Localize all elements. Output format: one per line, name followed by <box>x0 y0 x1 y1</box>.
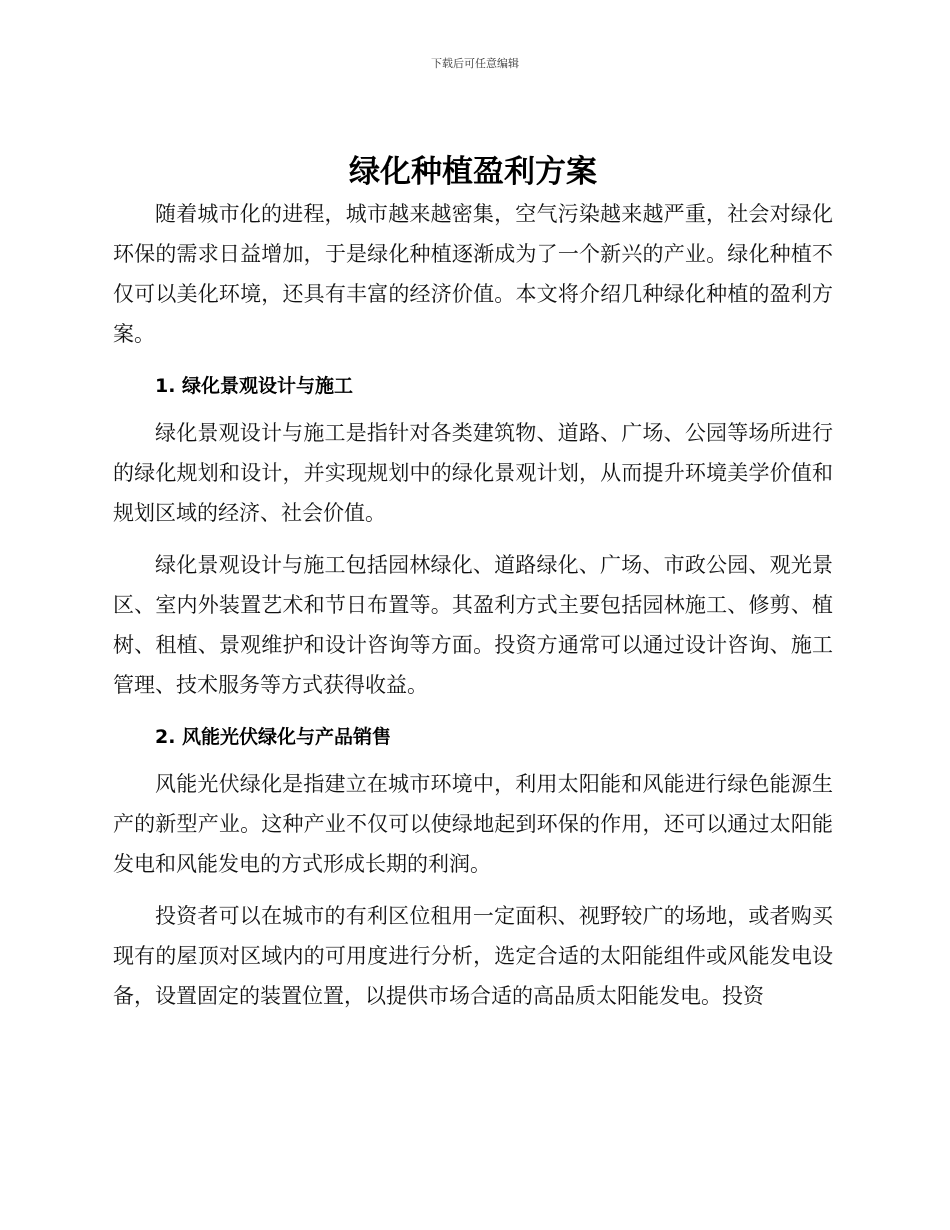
section-1-paragraph-1: 绿化景观设计与施工是指针对各类建筑物、道路、广场、公园等场所进行的绿化规划和设计，并实现规划中的绿化景观计划，从而提升环境美学价值和规划区域的经济、社会价值。 <box>113 421 833 525</box>
document-body <box>113 150 833 1016</box>
section-heading-1: 1. 绿化景观设计与施工 <box>155 375 354 397</box>
header-note: 下载后可任意编辑 <box>431 57 519 70</box>
section-heading-2: 2. 风能光伏绿化与产品销售 <box>155 726 392 748</box>
intro-paragraph: 随着城市化的进程，城市越来越密集，空气污染越来越严重，社会对绿化环保的需求日益增加，于是绿化种植逐渐成为了一个新兴的产业。绿化种植不仅可以美化环境，还具有丰富的经济价值。本文将介绍几种绿化种植的盈利方案。 <box>113 202 833 346</box>
section-2-paragraph-1: 风能光伏绿化是指建立在城市环境中，利用太阳能和风能进行绿色能源生产的新型产业。这种产业不仅可以使绿地起到环保的作用，还可以通过太阳能发电和风能发电的方式形成长期的利润。 <box>113 772 833 876</box>
section-2-paragraph-2: 投资者可以在城市的有利区位租用一定面积、视野较广的场地，或者购买现有的屋顶对区域内的可用度进行分析，选定合适的太阳能组件或风能发电设备，设置固定的装置位置，以提供市场合适的高品质太阳能发电。投资 <box>113 904 833 1008</box>
document-title: 绿化种植盈利方案 <box>349 154 597 190</box>
section-1-paragraph-2: 绿化景观设计与施工包括园林绿化、道路绿化、广场、市政公园、观光景区、室内外装置艺术和节日布置等。其盈利方式主要包括园林施工、修剪、植树、租植、景观维护和设计咨询等方面。投资方通常可以通过设计咨询、施工管理、技术服务等方式获得收益。 <box>113 553 833 697</box>
